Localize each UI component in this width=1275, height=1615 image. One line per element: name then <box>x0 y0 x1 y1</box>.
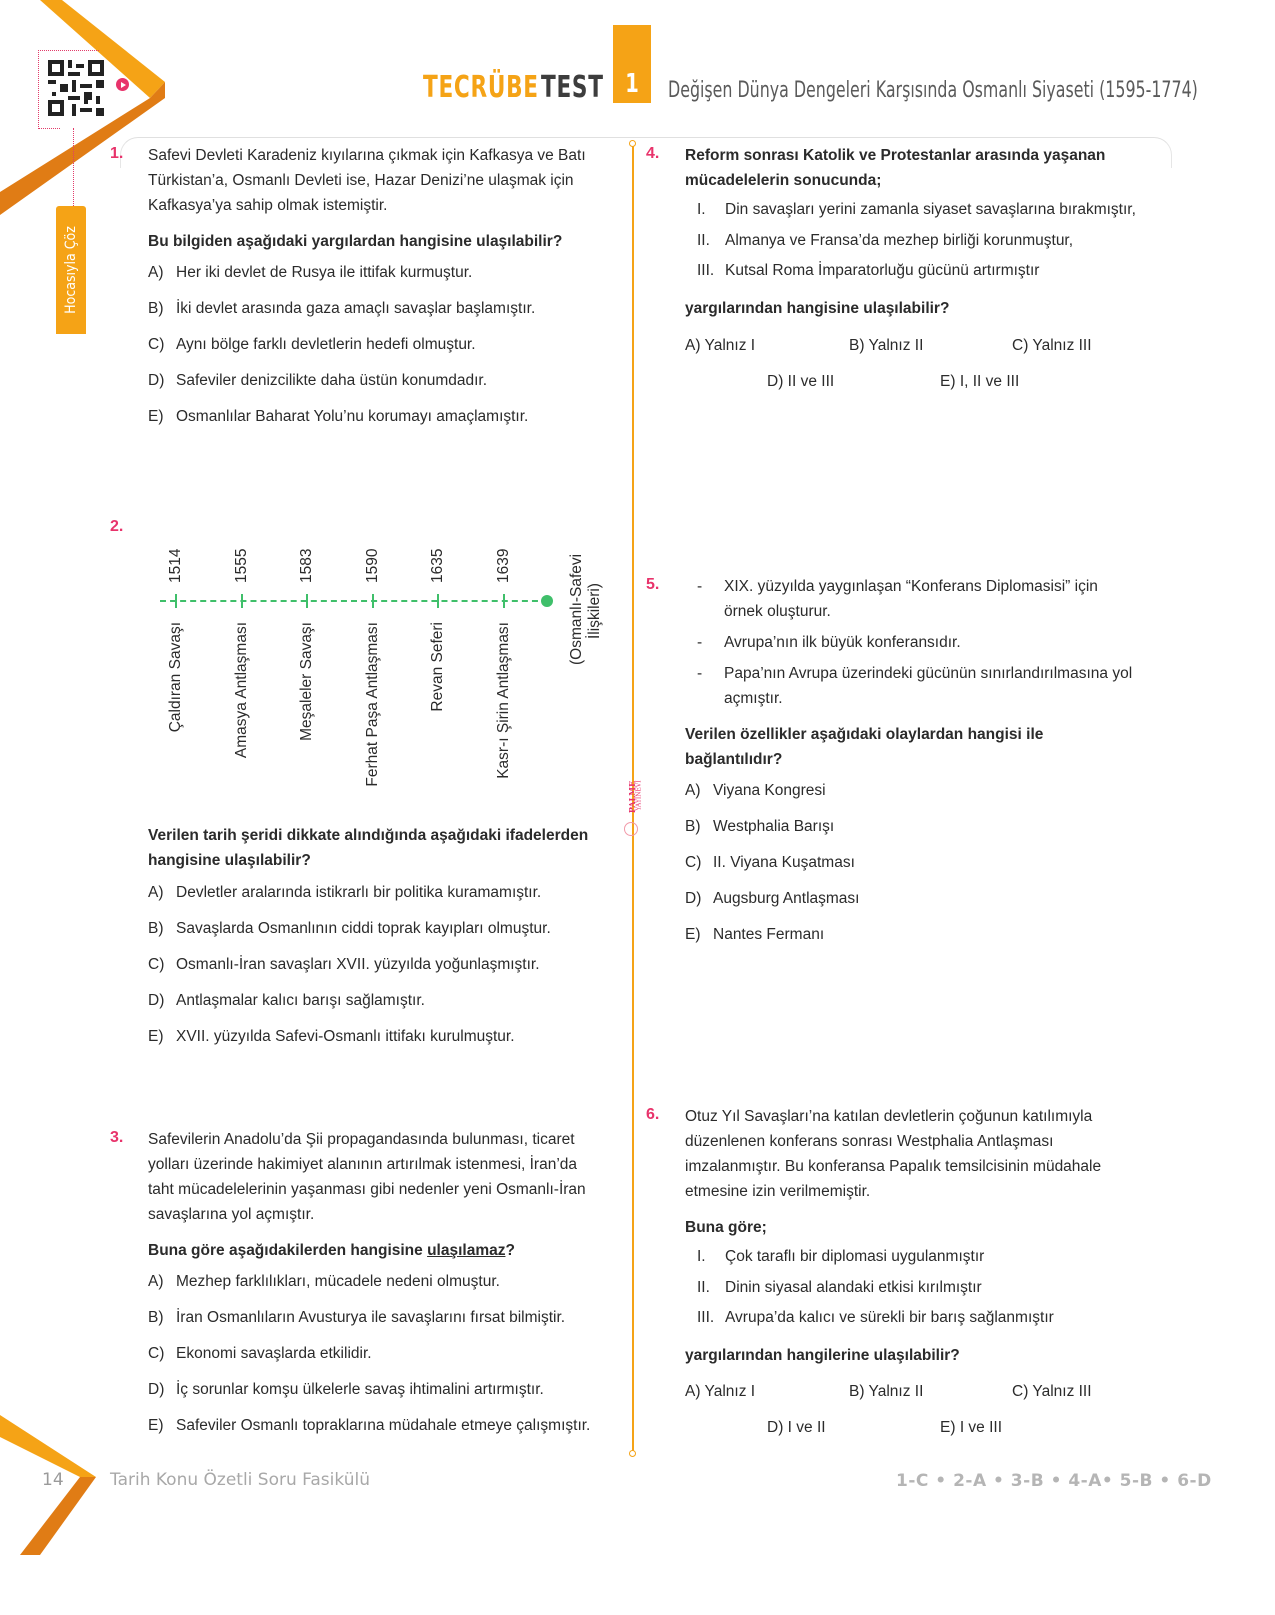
option-label: E) <box>940 373 956 390</box>
question-5-option-d[interactable] <box>685 890 859 908</box>
question-4-prompt: yargılarından hangisine ulaşılabilir? <box>685 300 950 317</box>
timeline-event: Meşaleler Savaşı <box>298 622 315 741</box>
question-1-option-b[interactable] <box>148 300 535 318</box>
option-text: II ve III <box>787 373 835 390</box>
timeline-tick <box>372 594 374 608</box>
timeline-event: Kasr-ı Şirin Antlaşması <box>494 622 512 779</box>
question-2-prompt <box>148 823 588 873</box>
question-3-stem-line: savaşlarına yol açmıştır. <box>148 1206 315 1223</box>
option-text: Safeviler Osmanlı topraklarına müdahale etmeye çalışmıştır. <box>176 1417 591 1434</box>
option-text: I ve II <box>787 1419 826 1436</box>
option-label: B) <box>685 818 701 835</box>
question-5-option-c[interactable] <box>685 854 855 872</box>
bullet-line: açmıştır. <box>724 690 783 707</box>
option-label: B) <box>849 337 865 354</box>
question-5-prompt-line: Verilen özellikler aşağıdaki olaylardan hangisi ile <box>685 726 1044 743</box>
option-text: I, II ve III <box>959 373 1020 390</box>
option-text: Yalnız III <box>1032 1383 1092 1400</box>
question-6-option-b[interactable] <box>849 1383 923 1401</box>
statement-label: II. <box>697 232 710 249</box>
qr-frame-bottom <box>38 128 60 129</box>
option-text: Antlaşmalar kalıcı barışı sağlamıştır. <box>176 992 425 1009</box>
question-3-number: 3. <box>110 1129 124 1146</box>
option-text: Yalnız I <box>704 337 756 354</box>
question-3-stem <box>148 1127 628 1227</box>
question-6-prompt: yargılarından hangilerine ulaşılabilir? <box>685 1347 960 1364</box>
question-6-stem <box>685 1104 1101 1204</box>
question-4-stem <box>685 143 1105 193</box>
test-subtitle: Değişen Dünya Dengeleri Karşısında Osmanlı Siyaseti (1595-1774) <box>668 78 1198 103</box>
qr-connector-line <box>73 128 74 208</box>
question-3-option-a[interactable] <box>148 1273 500 1291</box>
timeline-caption-1: (Osmanlı-Safevi <box>568 553 585 665</box>
option-label: D) <box>148 372 165 389</box>
option-text: Her iki devlet de Rusya ile ittifak kurmuştur. <box>176 264 473 281</box>
statement-text: Dinin siyasal alandaki etkisi kırılmıştır <box>725 1279 982 1296</box>
option-text: Safeviler denizcilikte daha üstün konumdadır. <box>176 372 488 389</box>
question-6-option-d[interactable] <box>767 1419 826 1437</box>
qr-code-icon[interactable] <box>48 60 104 116</box>
option-label: B) <box>849 1383 865 1400</box>
option-text: Yalnız I <box>704 1383 756 1400</box>
option-label: B) <box>148 920 164 937</box>
question-2-prompt-line: hangisine ulaşılabilir? <box>148 852 311 869</box>
publisher-logo <box>622 778 646 834</box>
bullet-line: Avrupa’nın ilk büyük konferansıdır. <box>724 634 961 651</box>
hocasiyla-coz-label: Hocasıyla Çöz <box>63 226 79 314</box>
question-5-option-e[interactable] <box>685 926 824 944</box>
statement-text: Din savaşları yerini zamanla siyaset savaşlarına bırakmıştır, <box>725 201 1136 218</box>
hocasiyla-coz-tab[interactable] <box>56 206 86 334</box>
option-text: Osmanlı-İran savaşları XVII. yüzyılda yoğunlaşmıştır. <box>176 956 540 973</box>
option-text: Augsburg Antlaşması <box>713 890 860 907</box>
option-text: Osmanlılar Baharat Yolu’nu korumayı amaçlamıştır. <box>176 408 529 425</box>
question-1-stem-line: Kafkasya’ya sahip olmak istemiştir. <box>148 197 388 214</box>
question-3-option-b[interactable] <box>148 1309 565 1327</box>
question-5-bullet-1 <box>724 574 1098 624</box>
question-6-stem-line: düzenlenen konferans sonrası Westphalia Antlaşması <box>685 1133 1054 1150</box>
question-2-option-a[interactable] <box>148 884 541 902</box>
question-2-prompt-line: Verilen tarih şeridi dikkate alındığında aşağıdaki ifadelerden <box>148 827 589 844</box>
question-4-option-e[interactable] <box>940 373 1019 391</box>
question-3-option-e[interactable] <box>148 1417 590 1435</box>
option-label: A) <box>148 884 164 901</box>
question-6-statement-1 <box>697 1248 984 1266</box>
question-5-bullet-dash: - <box>697 578 703 595</box>
option-label: D) <box>767 1419 784 1436</box>
timeline-year: 1635 <box>429 548 446 583</box>
question-4-statement-3 <box>697 262 1039 280</box>
question-3-stem-line: taht mücadelelerinin yaşanması gibi nedenler yeni Osmanlı-İran <box>148 1181 586 1198</box>
statement-text: Almanya ve Fransa’da mezhep birliği korunmuştur, <box>725 232 1074 249</box>
book-title: Tarih Konu Özetli Soru Fasikülü <box>110 1470 370 1490</box>
question-5-number: 5. <box>646 576 660 593</box>
timeline-tick <box>241 594 243 608</box>
question-4-option-b[interactable] <box>849 337 923 355</box>
statement-text: Avrupa’da kalıcı ve sürekli bir barış sağlanmıştır <box>725 1309 1054 1326</box>
question-3-option-d[interactable] <box>148 1381 544 1399</box>
timeline-event: Revan Seferi <box>429 622 446 712</box>
option-text: II. Viyana Kuşatması <box>713 854 855 871</box>
option-label: A) <box>685 1383 701 1400</box>
question-1-option-d[interactable] <box>148 372 487 390</box>
prompt-text: Buna göre aşağıdakilerden hangisine <box>148 1242 428 1259</box>
timeline-year: 1514 <box>167 548 184 583</box>
timeline-year: 1555 <box>232 548 250 583</box>
question-1-option-e[interactable] <box>148 408 528 426</box>
question-5-option-a[interactable] <box>685 782 826 800</box>
option-label: C) <box>148 336 165 353</box>
test-number-badge <box>613 25 651 103</box>
timeline-tick <box>175 594 177 608</box>
question-4-stem-line: Reform sonrası Katolik ve Protestanlar arasında yaşanan <box>685 147 1106 164</box>
question-1-stem-line: Türkistan’a, Osmanlı Devleti ise, Hazar Denizi’ne ulaşmak için <box>148 172 574 189</box>
question-2-option-d[interactable] <box>148 992 425 1010</box>
option-text: Westphalia Barışı <box>713 818 835 835</box>
timeline-event: Amasya Antlaşması <box>232 622 250 759</box>
question-2-option-b[interactable] <box>148 920 551 938</box>
option-label: E) <box>148 408 164 425</box>
question-6-stem-line: etmesine izin verilmemiştir. <box>685 1183 871 1200</box>
question-4-stem-line: mücadelelerin sonucunda; <box>685 172 882 189</box>
option-label: C) <box>685 854 702 871</box>
question-1-option-c[interactable] <box>148 336 476 354</box>
timeline-tick <box>437 594 439 608</box>
option-text: İki devlet arasında gaza amaçlı savaşlar başlamıştır. <box>176 300 536 317</box>
question-4-number: 4. <box>646 145 660 162</box>
answer-key: 1-C • 2-A • 3-B • 4-A• 5-B • 6-D <box>896 1471 1212 1491</box>
option-label: B) <box>148 1309 164 1326</box>
option-text: İç sorunlar komşu ülkelerle savaş ihtimalini artırmıştır. <box>176 1381 544 1398</box>
timeline-year: 1590 <box>363 548 381 583</box>
option-label: A) <box>148 1273 164 1290</box>
prompt-text: ? <box>505 1242 515 1259</box>
question-5-bullet-3 <box>724 661 1132 711</box>
test-title-test: TEST <box>541 70 604 105</box>
option-text: Yalnız III <box>1032 337 1092 354</box>
question-3-stem-line: yolları üzerinde hakimiyet alanının artırılmak istenmesi, İran’da <box>148 1156 578 1173</box>
option-text: XVII. yüzyılda Safevi-Osmanlı ittifakı kurulmuştur. <box>176 1028 515 1045</box>
publisher-subname: YAYINEVİ <box>635 780 643 811</box>
timeline-event: Ferhat Paşa Antlaşması <box>363 622 381 787</box>
statement-text: Kutsal Roma İmparatorluğu gücünü artırmıştır <box>725 262 1040 279</box>
play-icon[interactable] <box>116 78 129 91</box>
option-text: Mezhep farklılıkları, mücadele nedeni olmuştur. <box>176 1273 500 1290</box>
question-6-statement-3 <box>697 1309 1054 1327</box>
timeline-year: 1583 <box>298 548 315 583</box>
prompt-underlined: ulaşılamaz <box>427 1242 506 1259</box>
timeline-tick <box>306 594 308 608</box>
option-label: E) <box>685 926 701 943</box>
question-3-prompt <box>148 1238 515 1263</box>
question-4-option-d[interactable] <box>767 373 834 391</box>
page-number: 14 <box>42 1470 64 1490</box>
option-label: D) <box>148 992 165 1009</box>
statement-label: III. <box>697 262 715 279</box>
bullet-line: XIX. yüzyılda yaygınlaşan “Konferans Diplomasisi” için <box>724 578 1098 595</box>
option-label: D) <box>685 890 702 907</box>
question-6-option-e[interactable] <box>940 1419 1002 1437</box>
publisher-name: PALME <box>627 780 638 814</box>
question-3-stem-line: Safevilerin Anadolu’da Şii propagandasında bulunması, ticaret <box>148 1131 575 1148</box>
option-text: İran Osmanlıların Avusturya ile savaşlarını fırsat bilmiştir. <box>176 1309 566 1326</box>
question-5-bullet-dash: - <box>697 665 703 682</box>
question-4-option-c[interactable] <box>1012 337 1092 355</box>
option-label: C) <box>1012 337 1029 354</box>
question-6-lead: Buna göre; <box>685 1219 767 1236</box>
timeline-tick <box>503 594 505 608</box>
option-label: D) <box>767 373 784 390</box>
timeline-end-dot <box>541 595 553 607</box>
question-4-statement-2 <box>697 232 1073 250</box>
question-1-number: 1. <box>110 145 124 162</box>
statement-text: Çok taraflı bir diplomasi uygulanmıştır <box>725 1248 985 1265</box>
question-6-stem-line: imzalanmıştır. Bu konferansa Papalık temsilcisinin müdahale <box>685 1158 1102 1175</box>
divider-top-dot <box>629 140 636 147</box>
timeline-line <box>160 600 548 602</box>
question-5-prompt <box>685 722 1043 772</box>
question-5-prompt-line: bağlantılıdır? <box>685 751 783 768</box>
option-text: Devletler aralarında istikrarlı bir politika kuramamıştır. <box>176 884 542 901</box>
question-1-option-a[interactable] <box>148 264 472 282</box>
question-4-option-a[interactable] <box>685 337 755 355</box>
option-text: Ekonomi savaşlarda etkilidir. <box>176 1345 372 1362</box>
question-2-option-e[interactable] <box>148 1028 515 1046</box>
option-label: D) <box>148 1381 165 1398</box>
footer-ribbon-decoration <box>0 1415 110 1615</box>
question-1-stem-line: Safevi Devleti Karadeniz kıyılarına çıkmak için Kafkasya ve Batı <box>148 147 586 164</box>
statement-label: I. <box>697 201 706 218</box>
divider-bottom-dot <box>629 1450 636 1457</box>
option-label: C) <box>148 1345 165 1362</box>
option-label: A) <box>685 782 701 799</box>
question-6-stem-line: Otuz Yıl Savaşları’na katılan devletlerin çoğunun katılımıyla <box>685 1108 1093 1125</box>
statement-label: III. <box>697 1309 715 1326</box>
bullet-line: örnek oluşturur. <box>724 603 831 620</box>
option-label: C) <box>148 956 165 973</box>
option-label: A) <box>148 264 164 281</box>
option-label: E) <box>148 1417 164 1434</box>
statement-label: II. <box>697 1279 710 1296</box>
question-6-option-a[interactable] <box>685 1383 755 1401</box>
option-text: Yalnız II <box>868 337 924 354</box>
option-text: Yalnız II <box>868 1383 924 1400</box>
statement-label: I. <box>697 1248 706 1265</box>
bullet-line: Papa’nın Avrupa üzerindeki gücünün sınırlandırılmasına yol <box>724 665 1133 682</box>
test-number: 1 <box>625 69 639 99</box>
question-5-bullet-2 <box>724 630 961 655</box>
question-6-statement-2 <box>697 1279 982 1297</box>
question-5-option-b[interactable] <box>685 818 834 836</box>
question-2-option-c[interactable] <box>148 956 540 974</box>
option-text: I ve III <box>959 1419 1003 1436</box>
timeline-year: 1639 <box>494 548 512 583</box>
option-text: Viyana Kongresi <box>713 782 826 799</box>
option-label: C) <box>1012 1383 1029 1400</box>
question-6-option-c[interactable] <box>1012 1383 1092 1401</box>
option-label: E) <box>940 1419 956 1436</box>
test-title-tecrube: TECRÜBE <box>423 70 539 105</box>
question-6-number: 6. <box>646 1106 660 1123</box>
option-text: Nantes Fermanı <box>713 926 825 943</box>
option-label: A) <box>685 337 701 354</box>
palm-icon <box>624 822 638 836</box>
question-4-statement-1 <box>697 201 1136 219</box>
timeline-event: Çaldıran Savaşı <box>167 622 184 733</box>
option-text: Aynı bölge farklı devletlerin hedefi olmuştur. <box>176 336 476 353</box>
question-2-number: 2. <box>110 518 124 535</box>
question-1-prompt: Bu bilgiden aşağıdaki yargılardan hangisine ulaşılabilir? <box>148 233 563 250</box>
question-3-option-c[interactable] <box>148 1345 372 1363</box>
option-label: B) <box>148 300 164 317</box>
question-5-bullet-dash: - <box>697 634 703 651</box>
option-label: E) <box>148 1028 164 1045</box>
option-text: Savaşlarda Osmanlının ciddi toprak kayıpları olmuştur. <box>176 920 551 937</box>
timeline-caption-2: İlişkileri) <box>586 583 603 639</box>
question-1-stem <box>148 143 628 218</box>
